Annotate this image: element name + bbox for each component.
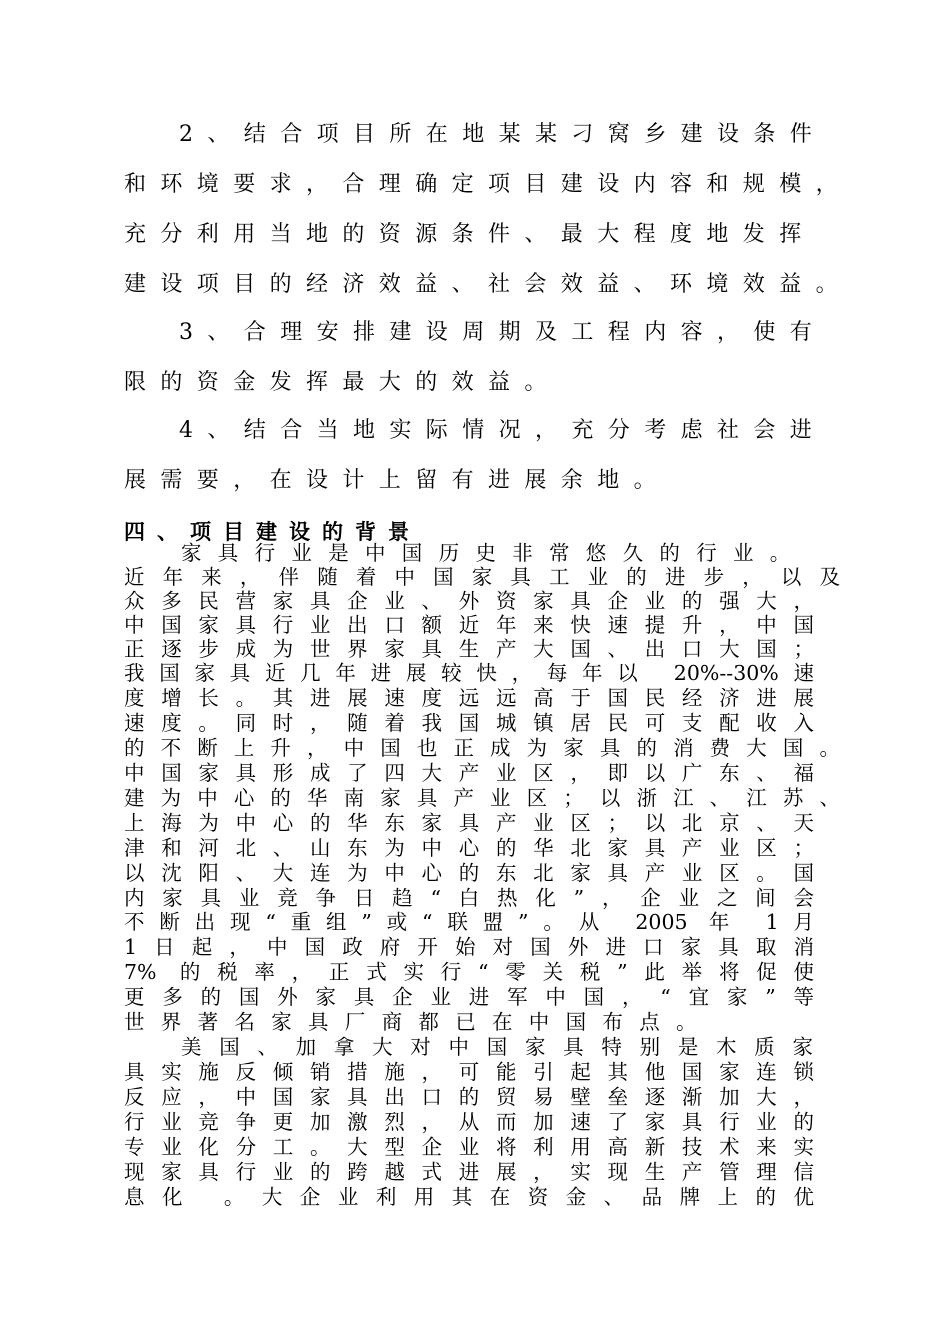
paragraph-line: 上海为中心的华东家具产业区；以北京、天 bbox=[124, 811, 814, 835]
paragraph-line: 1日起，中国政府开始对国外进口家具取消 bbox=[124, 935, 814, 959]
paragraph-line: 速度。同时，随着我国城镇居民可支配收入 bbox=[124, 711, 814, 735]
paragraph-line: 正逐步成为世界家具生产大国、出口大国； bbox=[124, 637, 814, 661]
paragraph-line: 3、合理安排建设周期及工程内容，使有 bbox=[179, 320, 827, 345]
paragraph-line: 我国家具近几年进展较快，每年以 20%--30%速 bbox=[124, 661, 814, 685]
paragraph-line: 不断出现“重组”或“联盟”。从 2005 年 1月 bbox=[124, 910, 814, 934]
paragraph-line: 充分利用当地的资源条件、最大程度地发挥 bbox=[124, 222, 816, 247]
paragraph-line: 近年来，伴随着中国家具工业的进步，以及 bbox=[124, 565, 840, 589]
paragraph-line: 反应，中国家具出口的贸易壁垒逐渐加大， bbox=[124, 1085, 814, 1109]
paragraph-line: 现家具行业的跨越式进展，实现生产管理信 bbox=[124, 1160, 814, 1184]
paragraph-line: 专业化分工。大型企业将利用高新技术来实 bbox=[124, 1135, 814, 1159]
paragraph-line: 中国家具行业出口额近年来快速提升，中国 bbox=[124, 613, 814, 637]
paragraph-line: 津和河北、山东为中心的华北家具产业区； bbox=[124, 836, 814, 860]
paragraph-line: 建为中心的华南家具产业区；以浙江、江苏、 bbox=[124, 786, 840, 810]
paragraph-line: 中国家具形成了四大产业区，即以广东、福 bbox=[124, 761, 814, 785]
section-heading: 四、项目建设的背景 bbox=[124, 520, 421, 544]
paragraph-line: 内家具业竞争日趋“白热化”，企业之间会 bbox=[124, 886, 814, 910]
paragraph-line: 行业竞争更加激烈，从而加速了家具行业的 bbox=[124, 1110, 814, 1134]
paragraph-line: 和环境要求，合理确定项目建设内容和规模， bbox=[124, 172, 853, 197]
paragraph-line: 息化 。大企业利用其在资金、品牌上的优 bbox=[124, 1185, 814, 1209]
paragraph-line: 度增长。其进展速度远远高于国民经济进展 bbox=[124, 686, 814, 710]
paragraph-line: 限的资金发挥最大的效益。 bbox=[124, 370, 561, 395]
paragraph-line: 建设项目的经济效益、社会效益、环境效益。 bbox=[124, 272, 853, 297]
paragraph-line: 具实施反倾销措施，可能引起其他国家连锁 bbox=[124, 1060, 814, 1084]
paragraph-line: 展需要，在设计上留有进展余地。 bbox=[124, 468, 671, 493]
paragraph-line: 世界著名家具厂商都已在中国布点。 bbox=[124, 1010, 713, 1034]
paragraph-line: 的不断上升，中国也正成为家具的消费大国。 bbox=[124, 736, 840, 760]
paragraph-line: 家具行业是中国历史非常悠久的行业。 bbox=[181, 541, 807, 565]
paragraph-line: 7% 的税率，正式实行“零关税”此举将促使 bbox=[124, 960, 814, 984]
paragraph-line: 以沈阳、大连为中心的东北家具产业区。国 bbox=[124, 861, 814, 885]
paragraph-line: 更多的国外家具企业进军中国，“宜家”等 bbox=[124, 985, 814, 1009]
paragraph-line: 美国、加拿大对中国家具特别是木质家 bbox=[181, 1035, 813, 1059]
paragraph-line: 2、结合项目所在地某某刁窝乡建设条件 bbox=[179, 122, 827, 147]
paragraph-line: 众多民营家具企业、外资家具企业的强大， bbox=[124, 589, 814, 613]
paragraph-line: 4、结合当地实际情况，充分考虑社会进 bbox=[179, 418, 827, 443]
